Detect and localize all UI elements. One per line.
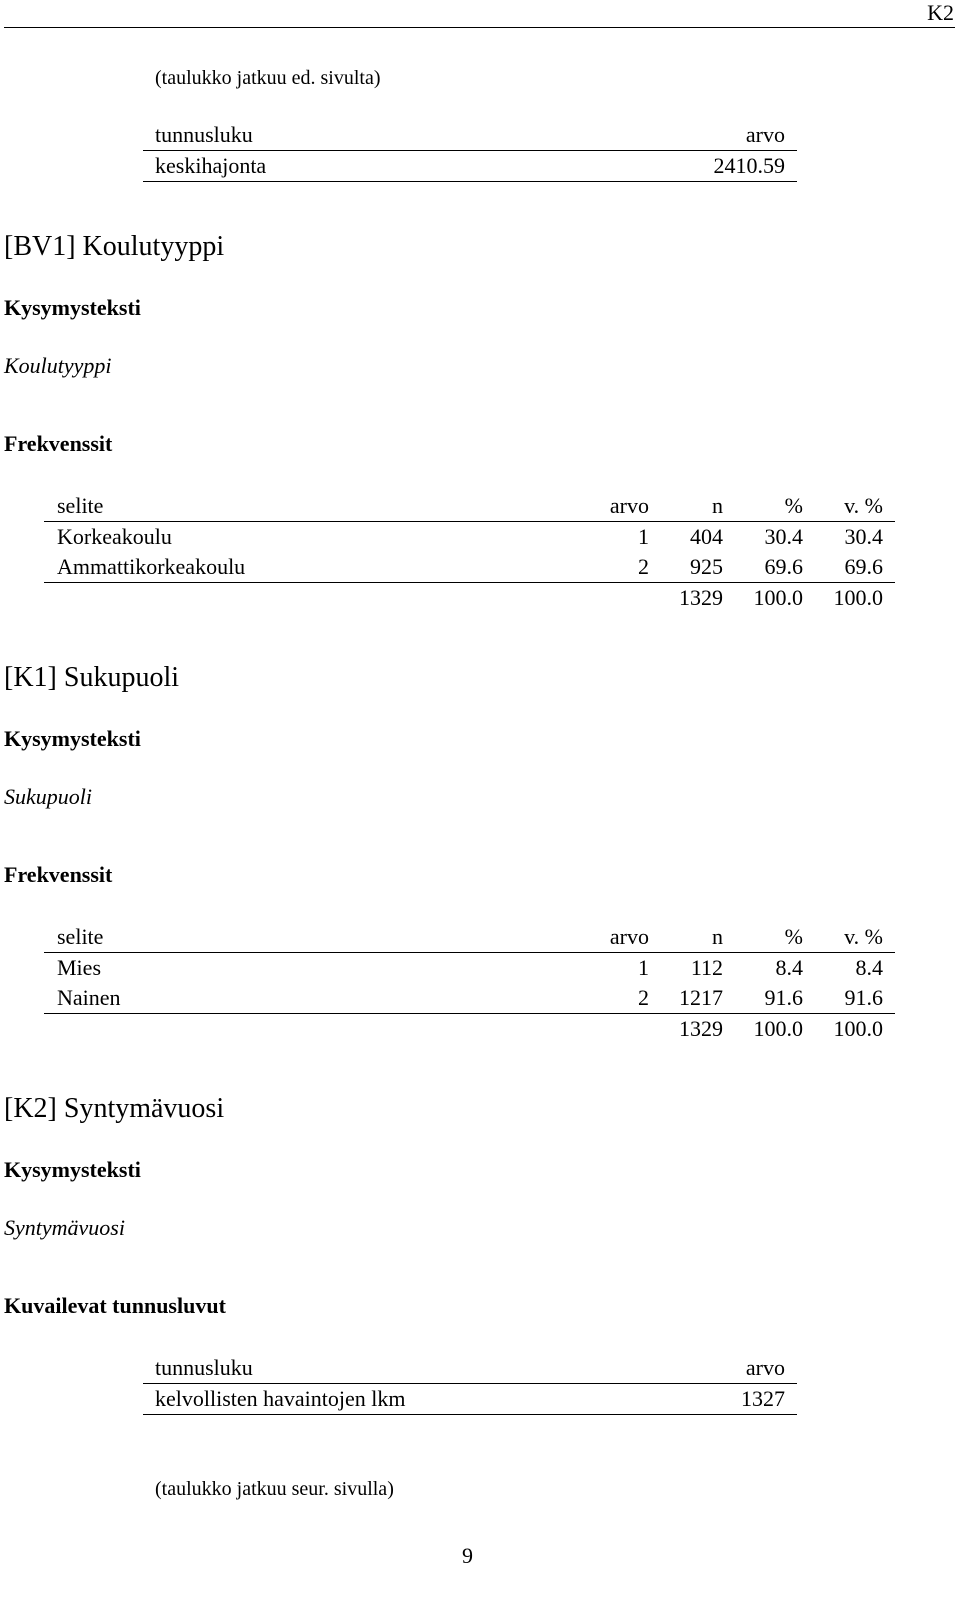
cell-vpct: 91.6 — [803, 983, 895, 1014]
cell-n: 112 — [690, 955, 723, 980]
cell-selite: Mies — [57, 955, 101, 980]
cell-arvo: 1 — [638, 955, 649, 980]
cell-arvo: 2 — [434, 552, 649, 583]
col-selite: selite — [44, 491, 434, 522]
col-tunnusluku: tunnusluku — [143, 120, 533, 151]
col-vpct: v. % — [803, 922, 895, 953]
cell-pct: 69.6 — [723, 552, 803, 583]
col-arvo: arvo — [434, 922, 649, 953]
freq-table-bv1 — [44, 491, 895, 613]
cell-selite: Nainen — [44, 983, 434, 1014]
col-pct: % — [723, 491, 803, 522]
table-total-row — [44, 1014, 895, 1045]
table-header-row — [44, 922, 895, 953]
question-heading-bv1: Kysymysteksti — [4, 295, 141, 320]
cell-vpct: 8.4 — [855, 955, 883, 980]
section-title-bv1: [BV1] Koulutyyppi — [4, 231, 225, 262]
total-vpct: 100.0 — [833, 585, 883, 610]
question-text-k2: Syntymävuosi — [4, 1215, 125, 1240]
freq-table-k1 — [44, 922, 895, 1044]
cell-n: 404 — [690, 524, 723, 549]
stats-table-k2 — [143, 1353, 797, 1415]
col-vpct: v. % — [803, 491, 895, 522]
cell-arvo: 2 — [434, 983, 649, 1014]
total-pct: 100.0 — [753, 585, 803, 610]
stats-table-prev — [143, 120, 797, 182]
continuation-note-bottom: (taulukko jatkuu seur. sivulla) — [155, 1478, 394, 1500]
freq-heading-k1: Frekvenssit — [4, 862, 113, 887]
total-n: 1329 — [679, 1016, 723, 1041]
running-head: K2 — [927, 0, 954, 25]
col-arvo: arvo — [533, 120, 797, 151]
freq-heading-bv1: Frekvenssit — [4, 431, 113, 456]
table-row — [143, 1384, 797, 1415]
table-header-row — [143, 120, 797, 151]
question-text-k1: Sukupuoli — [4, 784, 92, 809]
col-tunnusluku: tunnusluku — [143, 1353, 682, 1384]
cell-pct: 30.4 — [764, 524, 803, 549]
cell-value: 1327 — [682, 1384, 797, 1415]
cell-label: keskihajonta — [143, 151, 533, 182]
table-row — [44, 522, 895, 553]
cell-selite: Korkeakoulu — [57, 524, 172, 549]
table-row — [44, 552, 895, 583]
cell-label: kelvollisten havaintojen lkm — [143, 1384, 682, 1415]
table-row — [44, 983, 895, 1014]
cell-n: 925 — [649, 552, 723, 583]
table-header-row — [44, 491, 895, 522]
cell-vpct: 69.6 — [803, 552, 895, 583]
section-title-k1: [K1] Sukupuoli — [4, 662, 179, 693]
cell-vpct: 30.4 — [844, 524, 883, 549]
col-arvo: arvo — [682, 1353, 797, 1384]
col-n: n — [649, 491, 723, 522]
col-arvo: arvo — [434, 491, 649, 522]
total-pct: 100.0 — [753, 1016, 803, 1041]
total-n: 1329 — [679, 585, 723, 610]
col-selite: selite — [44, 922, 434, 953]
table-total-row — [44, 583, 895, 614]
header-rule — [4, 27, 955, 28]
cell-n: 1217 — [649, 983, 723, 1014]
question-heading-k1: Kysymysteksti — [4, 726, 141, 751]
cell-selite: Ammattikorkeakoulu — [44, 552, 434, 583]
continuation-note-top: (taulukko jatkuu ed. sivulta) — [155, 67, 381, 89]
stats-heading-k2: Kuvailevat tunnusluvut — [4, 1293, 226, 1318]
question-heading-k2: Kysymysteksti — [4, 1157, 141, 1182]
table-row — [44, 953, 895, 984]
page-number: 9 — [462, 1543, 473, 1568]
col-pct: % — [723, 922, 803, 953]
cell-pct: 8.4 — [775, 955, 803, 980]
section-title-k2: [K2] Syntymävuosi — [4, 1093, 225, 1124]
total-vpct: 100.0 — [833, 1016, 883, 1041]
table-row — [143, 151, 797, 182]
table-header-row — [143, 1353, 797, 1384]
cell-value: 2410.59 — [533, 151, 797, 182]
cell-pct: 91.6 — [723, 983, 803, 1014]
question-text-bv1: Koulutyyppi — [4, 353, 112, 378]
cell-arvo: 1 — [638, 524, 649, 549]
col-n: n — [649, 922, 723, 953]
